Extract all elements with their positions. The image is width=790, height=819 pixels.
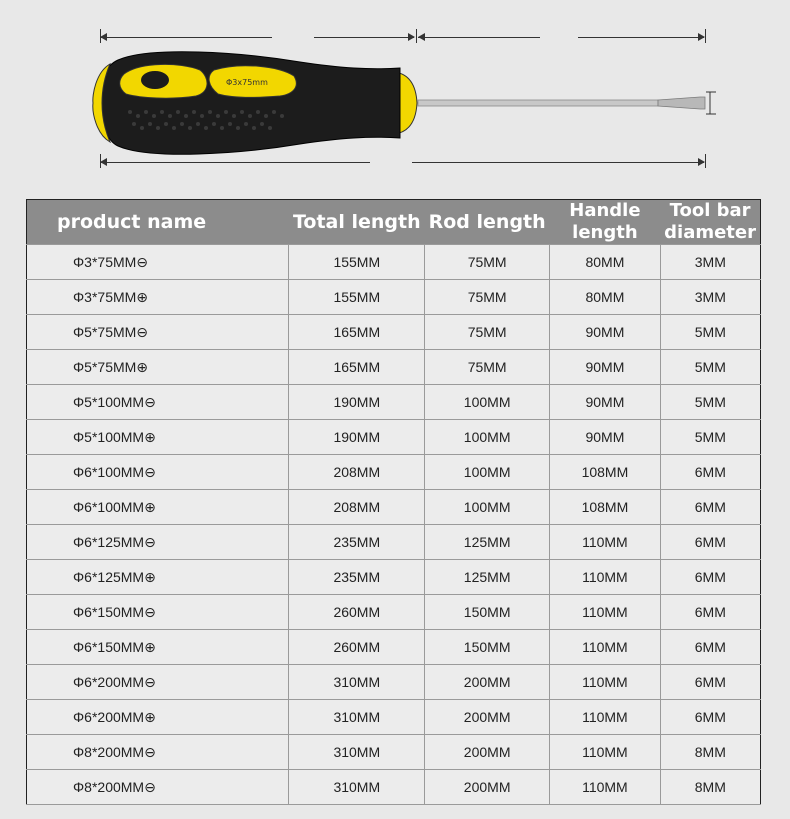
cell-tool-bar-diameter: 8MM — [660, 770, 760, 805]
cell-tool-bar-diameter: 6MM — [660, 560, 760, 595]
cell-product-name: Φ6*200MM⊖ — [27, 665, 289, 700]
cell-total-length: 165MM — [289, 350, 425, 385]
screwdriver-illustration — [0, 40, 790, 165]
cell-total-length: 235MM — [289, 525, 425, 560]
cell-handle-length: 80MM — [550, 245, 660, 280]
cell-tool-bar-diameter: 3MM — [660, 280, 760, 315]
cell-tool-bar-diameter: 6MM — [660, 455, 760, 490]
cell-total-length: 190MM — [289, 420, 425, 455]
cell-total-length: 155MM — [289, 245, 425, 280]
cell-rod-length: 75MM — [425, 315, 550, 350]
table-row — [27, 595, 761, 630]
handle-size-label: Φ3x75mm — [226, 78, 268, 87]
table-row — [27, 455, 761, 490]
cell-product-name: Φ6*150MM⊖ — [27, 595, 289, 630]
cell-rod-length: 75MM — [425, 245, 550, 280]
cell-handle-length: 90MM — [550, 385, 660, 420]
cell-product-name: Φ6*200MM⊕ — [27, 700, 289, 735]
cell-total-length: 165MM — [289, 315, 425, 350]
cell-total-length: 208MM — [289, 455, 425, 490]
cell-handle-length: 110MM — [550, 665, 660, 700]
cell-handle-length: 110MM — [550, 595, 660, 630]
table-row — [27, 770, 761, 805]
table-row — [27, 700, 761, 735]
cell-product-name: Φ6*100MM⊖ — [27, 455, 289, 490]
cell-rod-length: 150MM — [425, 595, 550, 630]
cell-total-length: 310MM — [289, 665, 425, 700]
table-header-row — [27, 200, 761, 245]
cell-tool-bar-diameter: 6MM — [660, 595, 760, 630]
cell-tool-bar-diameter: 6MM — [660, 490, 760, 525]
cell-rod-length: 75MM — [425, 350, 550, 385]
table-row — [27, 245, 761, 280]
cell-handle-length: 90MM — [550, 350, 660, 385]
cell-total-length: 260MM — [289, 630, 425, 665]
cell-product-name: Φ6*125MM⊕ — [27, 560, 289, 595]
cell-rod-length: 200MM — [425, 700, 550, 735]
cell-tool-bar-diameter: 6MM — [660, 525, 760, 560]
table-row — [27, 525, 761, 560]
cell-tool-bar-diameter: 5MM — [660, 385, 760, 420]
cell-rod-length: 200MM — [425, 665, 550, 700]
header-tool-bar-diameter: Tool bar diameter — [660, 200, 760, 245]
cell-rod-length: 75MM — [425, 280, 550, 315]
cell-handle-length: 90MM — [550, 420, 660, 455]
table-row — [27, 315, 761, 350]
cell-total-length: 310MM — [289, 735, 425, 770]
header-total-length: Total length — [289, 200, 425, 245]
cell-handle-length: 110MM — [550, 525, 660, 560]
cell-tool-bar-diameter: 3MM — [660, 245, 760, 280]
table-row — [27, 420, 761, 455]
cell-total-length: 310MM — [289, 700, 425, 735]
cell-total-length: 208MM — [289, 490, 425, 525]
hang-hole — [141, 71, 169, 89]
cell-handle-length: 110MM — [550, 700, 660, 735]
cell-product-name: Φ6*100MM⊕ — [27, 490, 289, 525]
cell-rod-length: 200MM — [425, 735, 550, 770]
cell-tool-bar-diameter: 5MM — [660, 420, 760, 455]
cell-tool-bar-diameter: 5MM — [660, 350, 760, 385]
cell-total-length: 190MM — [289, 385, 425, 420]
table-row — [27, 630, 761, 665]
cell-product-name: Φ5*100MM⊕ — [27, 420, 289, 455]
spec-table — [26, 199, 761, 805]
table-row — [27, 735, 761, 770]
cell-rod-length: 200MM — [425, 770, 550, 805]
cell-tool-bar-diameter: 6MM — [660, 665, 760, 700]
cell-handle-length: 110MM — [550, 735, 660, 770]
cell-total-length: 155MM — [289, 280, 425, 315]
cell-total-length: 310MM — [289, 770, 425, 805]
table-row — [27, 385, 761, 420]
table-row — [27, 560, 761, 595]
cell-handle-length: 108MM — [550, 490, 660, 525]
cell-total-length: 260MM — [289, 595, 425, 630]
slotted-tip — [658, 97, 705, 109]
cell-tool-bar-diameter: 5MM — [660, 315, 760, 350]
cell-product-name: Φ3*75MM⊖ — [27, 245, 289, 280]
cell-tool-bar-diameter: 6MM — [660, 700, 760, 735]
cell-rod-length: 100MM — [425, 490, 550, 525]
cell-total-length: 235MM — [289, 560, 425, 595]
header-rod-length: Rod length — [425, 200, 550, 245]
cell-rod-length: 100MM — [425, 455, 550, 490]
cell-handle-length: 90MM — [550, 315, 660, 350]
cell-product-name: Φ8*200MM⊖ — [27, 770, 289, 805]
cell-handle-length: 110MM — [550, 630, 660, 665]
cell-handle-length: 80MM — [550, 280, 660, 315]
cell-tool-bar-diameter: 6MM — [660, 630, 760, 665]
cell-handle-length: 108MM — [550, 455, 660, 490]
cell-product-name: Φ3*75MM⊕ — [27, 280, 289, 315]
cell-tool-bar-diameter: 8MM — [660, 735, 760, 770]
cell-product-name: Φ8*200MM⊖ — [27, 735, 289, 770]
table-row — [27, 490, 761, 525]
cell-rod-length: 125MM — [425, 560, 550, 595]
cell-rod-length: 125MM — [425, 525, 550, 560]
shaft — [418, 100, 658, 106]
cell-rod-length: 100MM — [425, 385, 550, 420]
cell-rod-length: 150MM — [425, 630, 550, 665]
cell-product-name: Φ5*75MM⊕ — [27, 350, 289, 385]
table-row — [27, 280, 761, 315]
cell-handle-length: 110MM — [550, 770, 660, 805]
cell-product-name: Φ6*125MM⊖ — [27, 525, 289, 560]
table-row — [27, 665, 761, 700]
cell-product-name: Φ6*150MM⊕ — [27, 630, 289, 665]
table-row — [27, 350, 761, 385]
cell-handle-length: 110MM — [550, 560, 660, 595]
cell-product-name: Φ5*100MM⊖ — [27, 385, 289, 420]
header-handle-length: Handle length — [550, 200, 660, 245]
cell-product-name: Φ5*75MM⊖ — [27, 315, 289, 350]
cell-rod-length: 100MM — [425, 420, 550, 455]
header-product-name: product name — [27, 200, 289, 245]
